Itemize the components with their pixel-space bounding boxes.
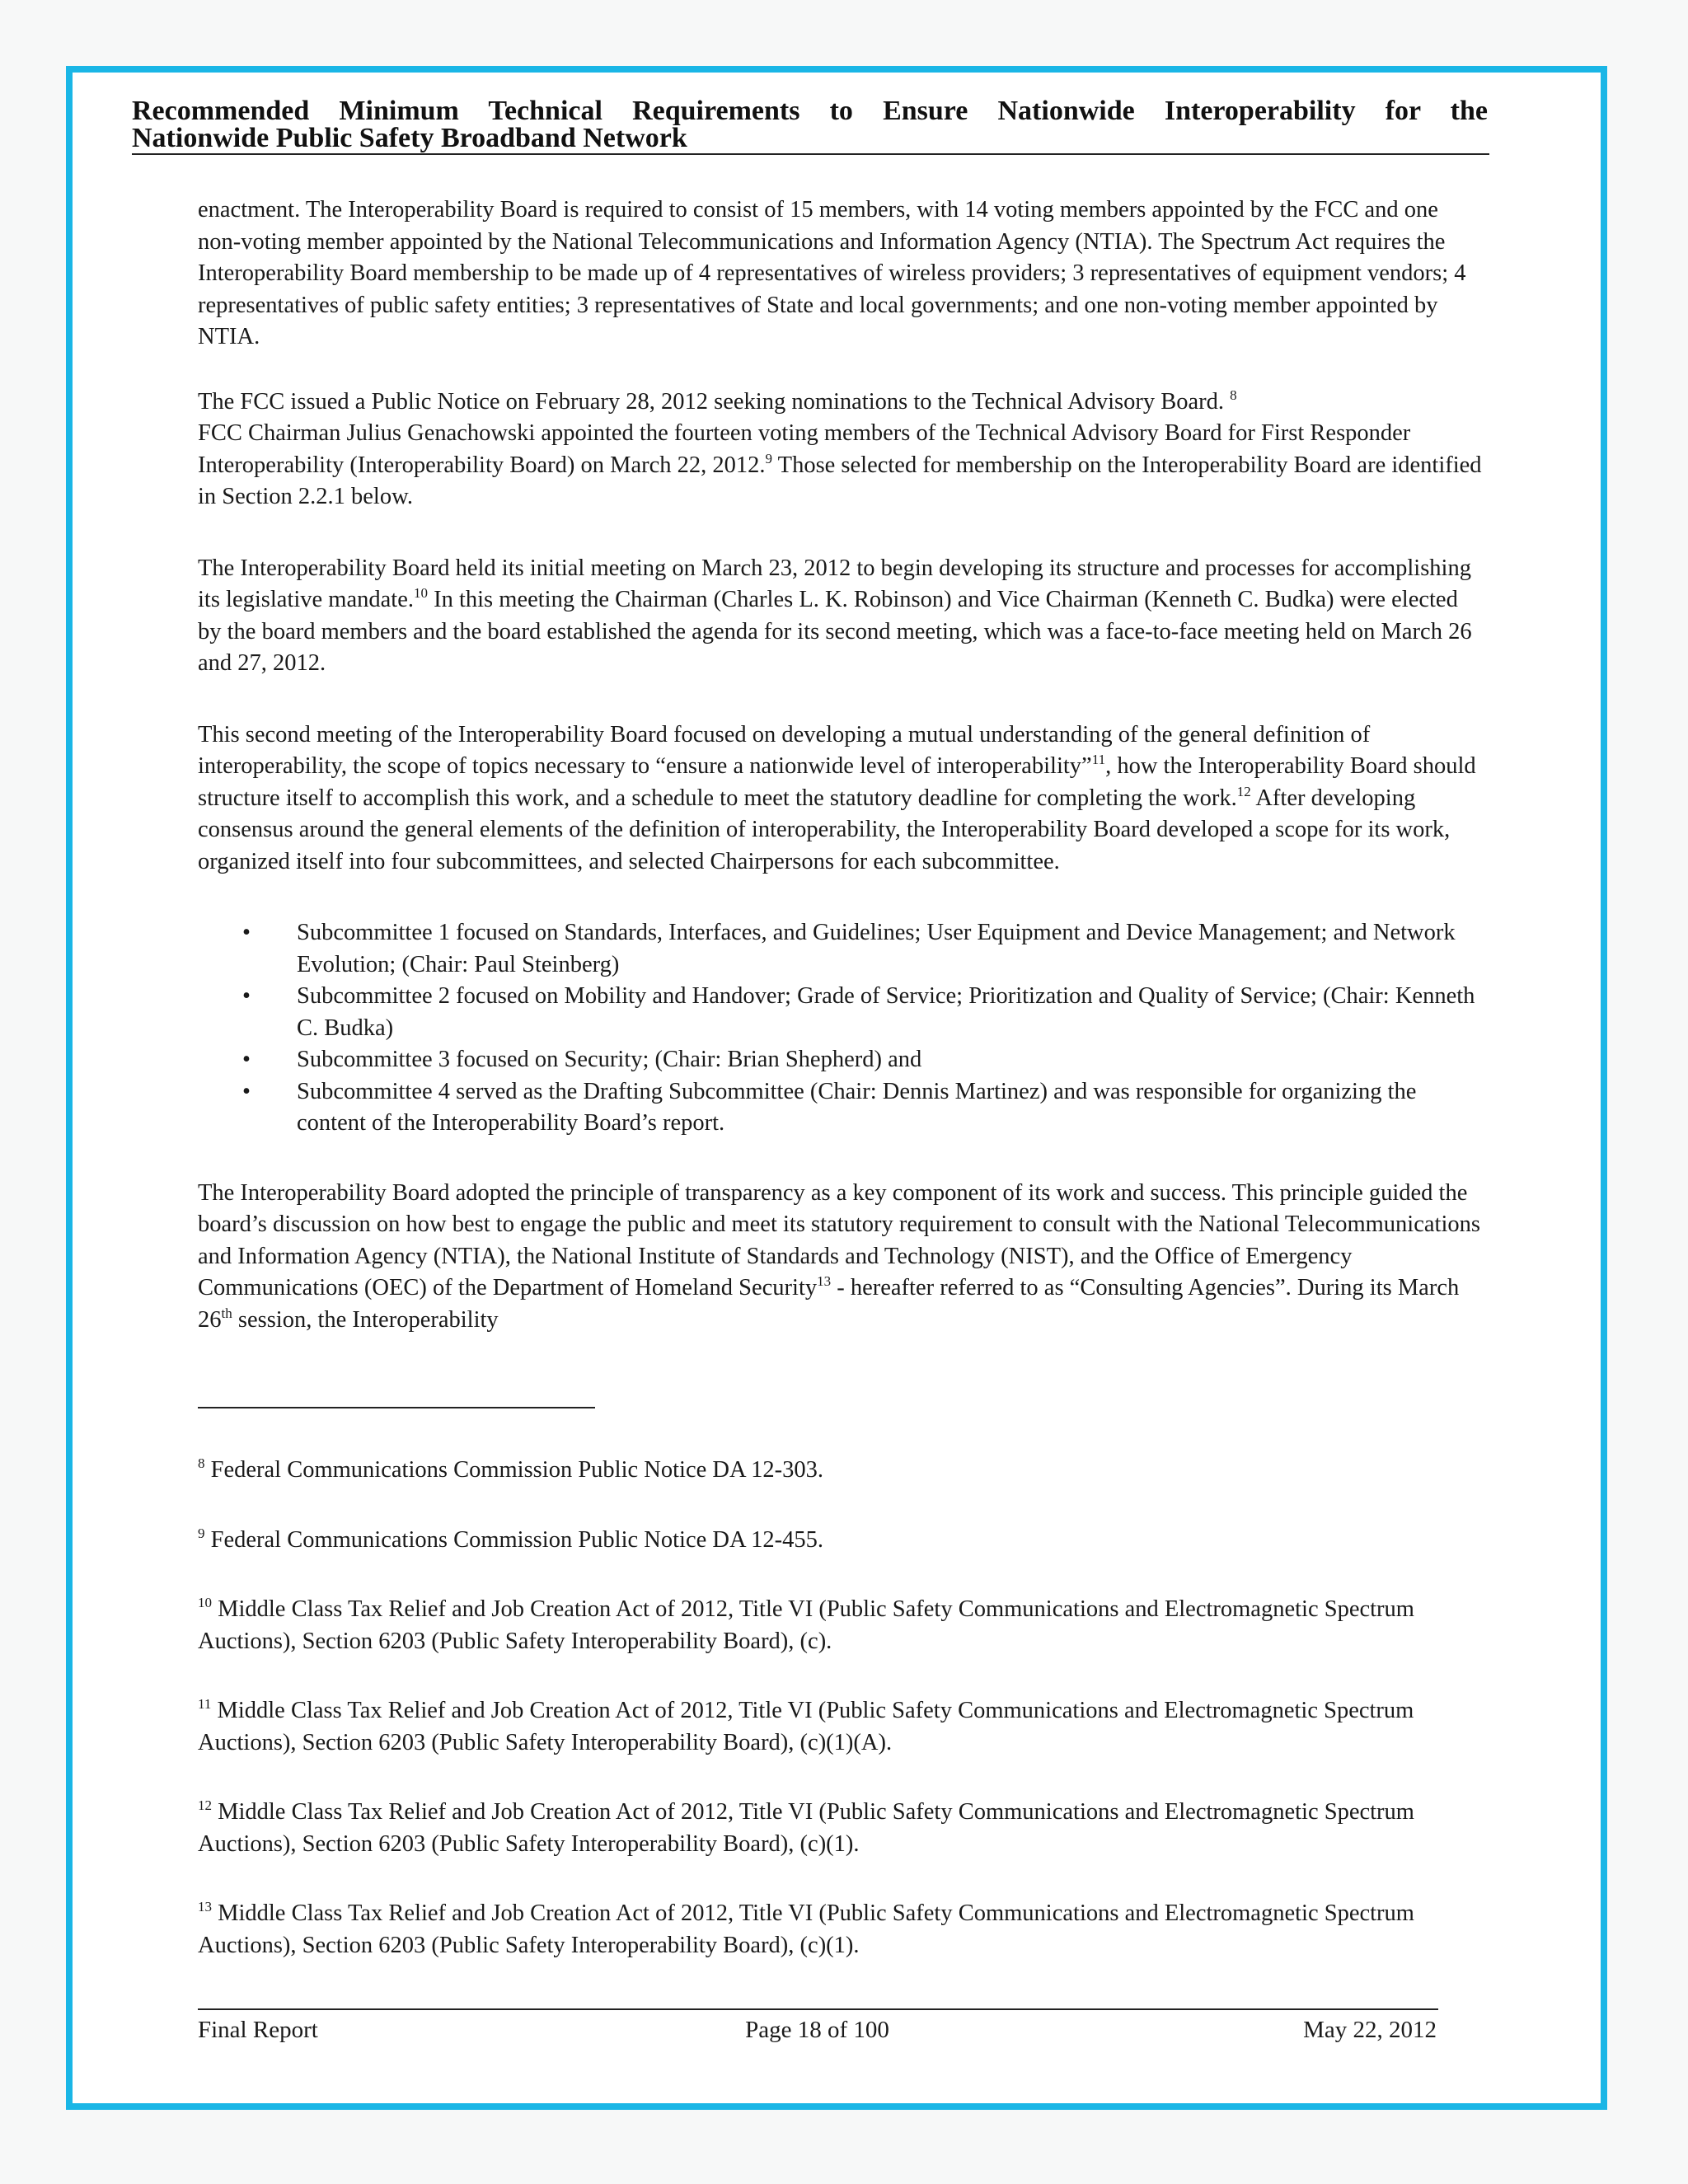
footnote-10: [198, 1594, 1484, 1657]
bullet-icon: •: [242, 983, 251, 1009]
footnote-text: Middle Class Tax Relief and Job Creation Act of 2012, Title VI (Public Safety Communications and Electromagnetic Spectrum Auctions), Section 6203 (Public Safety Interoperability Board), (c).: [198, 1596, 1414, 1654]
list-item-text: Subcommittee 3 focused on Security; (Chair: Brian Shepherd) and: [297, 1047, 922, 1072]
header-title-line2: Nationwide Public Safety Broadband Network: [132, 123, 687, 153]
header-title-line1: Recommended Minimum Technical Requirements to Ensure Nationwide Interoperability for the: [132, 96, 1488, 126]
footnote-number: 13: [198, 1899, 212, 1915]
footnote-number: 8: [198, 1455, 205, 1471]
footnote-12: [198, 1797, 1484, 1860]
footnote-text: Federal Communications Commission Public Notice DA 12-455.: [204, 1526, 823, 1553]
footnote-ref-12[interactable]: 12: [1236, 783, 1251, 799]
paragraph-text: The Interoperability Board held its initial meeting on March 23, 2012 to begin developing its structure and processes for accomplishing its legislative mandate.: [198, 555, 1471, 612]
paragraph-text: After developing consensus around the general elements of the definition of interoperability, the Interoperability Board developed a scope for its work, organized itself into four subcommittees, and selected Chairpersons for each subcommittee.: [198, 785, 1451, 874]
footnote-text: Federal Communications Commission Public Notice DA 12-303.: [204, 1457, 823, 1483]
paragraph-text: Those selected for membership on the Interoperability Board are identified in Section 2.2.1 below.: [198, 452, 1482, 509]
footnote-number: 10: [198, 1595, 212, 1610]
footnote-8: [198, 1455, 1484, 1487]
paragraph-initial-meeting: [198, 553, 1484, 680]
paragraph-text: session, the Interoperability: [232, 1306, 499, 1333]
list-item: [198, 1076, 1484, 1140]
document-body: [198, 194, 1484, 1376]
list-item: [198, 981, 1484, 1044]
footnote-ref-10[interactable]: 10: [413, 585, 428, 601]
footer-date: May 22, 2012: [1303, 2017, 1437, 2043]
footer-left: Final Report: [198, 2017, 318, 2043]
footnote-number: 12: [198, 1797, 212, 1813]
list-item-text: Subcommittee 1 focused on Standards, Interfaces, and Guidelines; User Equipment and Device Management; and Network Evolution; (Chair: Paul Steinberg): [297, 920, 1456, 977]
footnote-ref-9[interactable]: 9: [765, 450, 773, 466]
footnote-text: Middle Class Tax Relief and Job Creation Act of 2012, Title VI (Public Safety Communications and Electromagnetic Spectrum Auctions), Section 6203 (Public Safety Interoperability Board), (c)(1).: [198, 1799, 1414, 1857]
footer-divider: [198, 2008, 1438, 2010]
list-item: [198, 917, 1484, 981]
paragraph-text: - hereafter referred to as “Consulting Agencies”. During its March 26: [198, 1275, 1460, 1333]
footnote-ref-8[interactable]: 8: [1230, 387, 1237, 403]
footnote-text: Middle Class Tax Relief and Job Creation Act of 2012, Title VI (Public Safety Communications and Electromagnetic Spectrum Auctions), Section 6203 (Public Safety Interoperability Board), (c)(1).: [198, 1900, 1414, 1958]
footnote-13: [198, 1898, 1484, 1961]
footnote-ref-11[interactable]: 11: [1091, 752, 1106, 767]
footnote-separator: [198, 1407, 595, 1408]
header-divider: [132, 153, 1489, 155]
list-item: [198, 1044, 1484, 1076]
page-number: Page 18 of 100: [745, 2017, 889, 2043]
footnote-11: [198, 1695, 1484, 1759]
paragraph-text: In this meeting the Chairman (Charles L. K. Robinson) and Vice Chairman (Kenneth C. Budka) were elected by the board members and the board established the agenda for its second meeting, which was a face-to-face meeting held on March 26 and 27, 2012.: [198, 587, 1472, 676]
ordinal-suffix: th: [221, 1305, 232, 1321]
list-item-text: Subcommittee 2 focused on Mobility and Handover; Grade of Service; Prioritization and Quality of Service; (Chair: Kenneth C. Budka): [297, 983, 1475, 1041]
subcommittee-list: [198, 917, 1484, 1140]
paragraph-text: The FCC issued a Public Notice on February 28, 2012 seeking nominations to the Technical Advisory Board.: [198, 388, 1224, 415]
paragraph-second-meeting: [198, 719, 1484, 879]
footnote-number: 9: [198, 1525, 205, 1541]
page-footer: [198, 2014, 1437, 2046]
bullet-icon: •: [242, 1078, 251, 1104]
footnote-text: Middle Class Tax Relief and Job Creation Act of 2012, Title VI (Public Safety Communications and Electromagnetic Spectrum Auctions), Section 6203 (Public Safety Interoperability Board), (c)(1)(A).: [198, 1698, 1414, 1755]
page-header: [132, 97, 1488, 152]
footnote-ref-13[interactable]: 13: [817, 1273, 832, 1289]
paragraph-text: The Interoperability Board adopted the principle of transparency as a key component of its work and success. This principle guided the board’s discussion on how best to engage the public and meet its statutory requirement to consult with the National Telecommunications and Information Agency (NTIA), the National Institute of Standards and Technology (NIST), and the Office of Emergency Communications (OEC) of the Department of Homeland Security: [198, 1179, 1480, 1301]
paragraph-transparency: [198, 1178, 1484, 1337]
paragraph-text: , how the Interoperability Board should structure itself to accomplish this work, and a schedule to meet the statutory deadline for completing the work.: [198, 753, 1476, 811]
bullet-icon: •: [242, 920, 251, 945]
bullet-icon: •: [242, 1047, 251, 1072]
paragraph-text: FCC Chairman Julius Genachowski appointed the fourteen voting members of the Technical Advisory Board for First Responder Interoperability (Interoperability Board) on March 22, 2012.: [198, 420, 1411, 478]
paragraph-enactment: enactment. The Interoperability Board is required to consist of 15 members, with 14 voting members appointed by the FCC and one non-voting member appointed by the National Telecommunications and Information Agency (NTIA). The Spectrum Act requires the Interoperability Board membership to be made up of 4 representatives of wireless providers; 3 representatives of equipment vendors; 4 representatives of public safety entities; 3 representatives of State and local governments; and one non-voting member appointed by NTIA.: [198, 197, 1466, 349]
paragraph-text: This second meeting of the Interoperability Board focused on developing a mutual understanding of the general definition of interoperability, the scope of topics necessary to “ensure a nationwide level of interoperability”: [198, 721, 1371, 779]
paragraph-public-notice: [198, 387, 1484, 513]
footnote-9: [198, 1525, 1484, 1557]
footnotes: [198, 1455, 1484, 1999]
footnote-number: 11: [198, 1696, 212, 1712]
list-item-text: Subcommittee 4 served as the Drafting Subcommittee (Chair: Dennis Martinez) and was responsible for organizing the content of the Interoperability Board’s report.: [297, 1078, 1417, 1136]
